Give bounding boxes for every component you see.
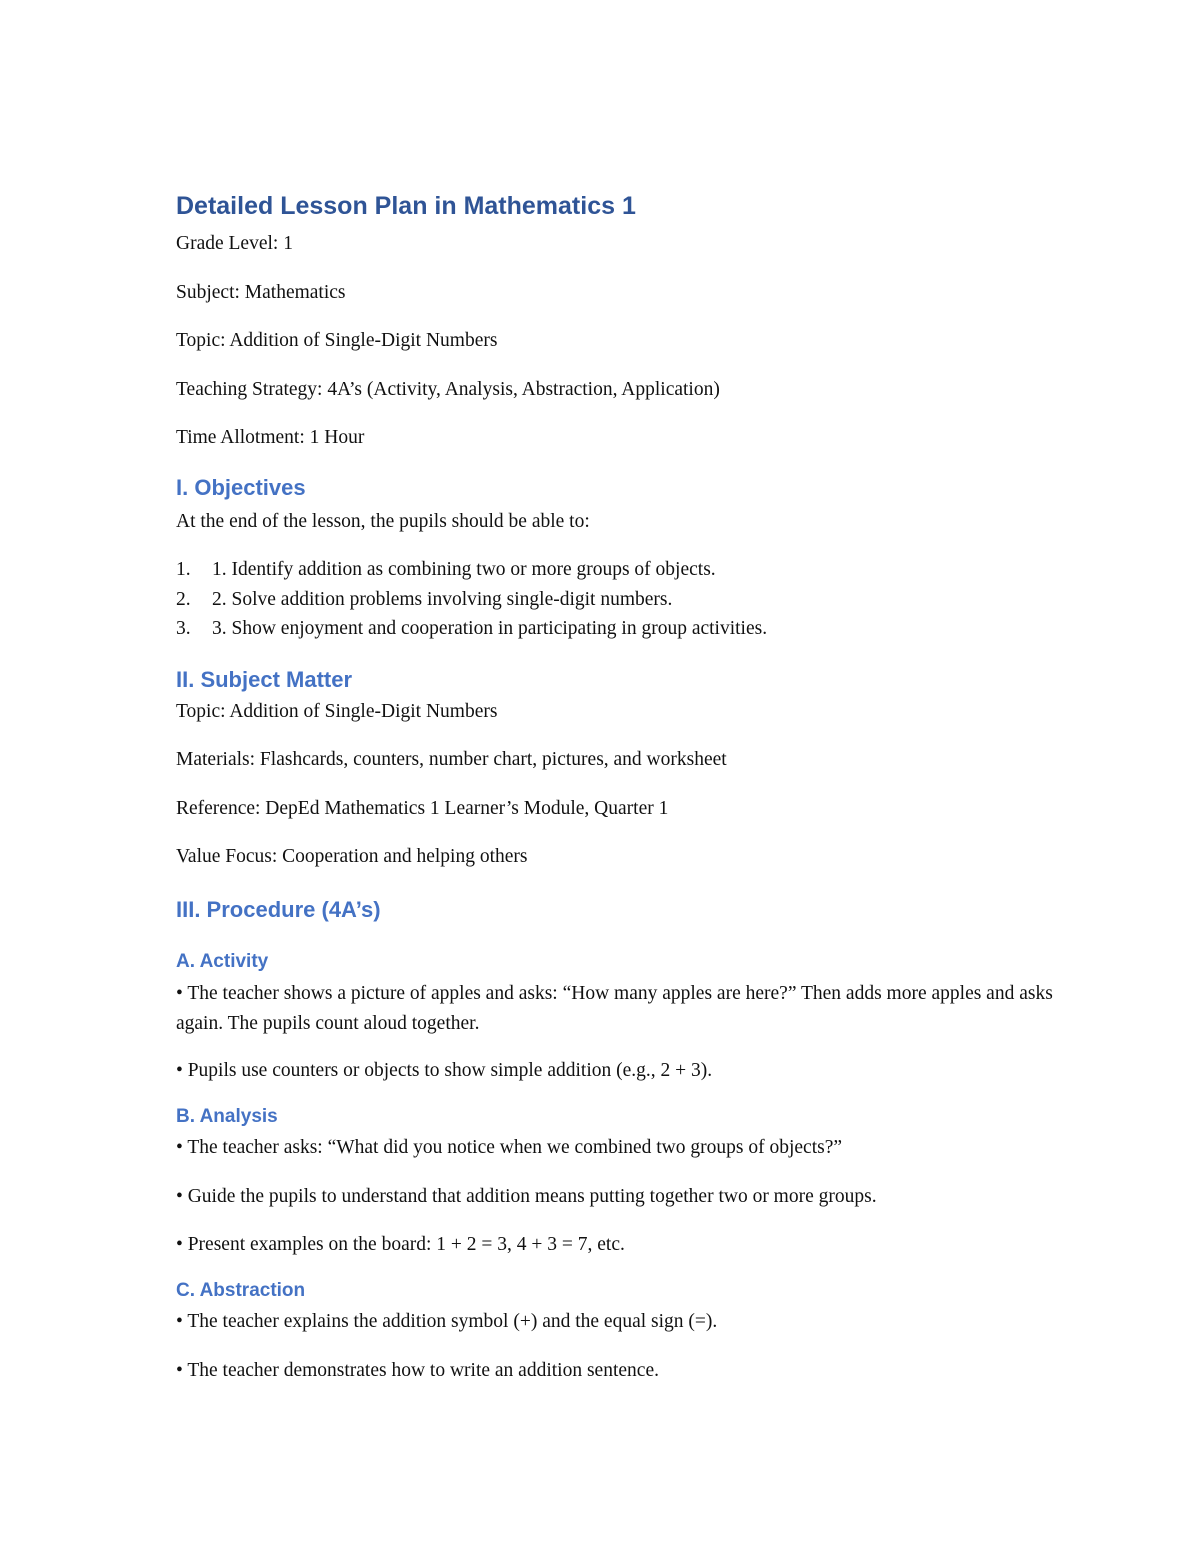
objective-number: 3. [176,618,191,639]
subject-matter-heading: II. Subject Matter [176,666,353,692]
subject-matter-reference: Reference: DepEd Mathematics 1 Learner’s Module, Quarter 1 [176,797,669,819]
objective-text: 1. Identify addition as combining two or more groups of objects. [212,559,716,580]
objective-number: 1. [176,559,191,580]
abstraction-line: • The teacher demonstrates how to write an addition sentence. [176,1359,659,1381]
objectives-list [176,555,1056,644]
abstraction-heading: C. Abstraction [176,1280,306,1301]
analysis-heading: B. Analysis [176,1106,278,1127]
subject-matter-value-focus: Value Focus: Cooperation and helping others [176,846,528,867]
objective-item [176,555,1056,585]
abstraction-line: • The teacher explains the addition symbol (+) and the equal sign (=). [176,1311,718,1332]
document-title: Detailed Lesson Plan in Mathematics 1 [176,192,636,220]
topic-line: Topic: Addition of Single-Digit Numbers [176,330,498,351]
objective-number: 2. [176,588,191,610]
objective-item [176,614,1056,644]
grade-level-line: Grade Level: 1 [176,233,293,254]
activity-line: • Pupils use counters or objects to show simple addition (e.g., 2 + 3). [176,1060,713,1081]
subject-matter-topic: Topic: Addition of Single-Digit Numbers [176,700,498,722]
document-page [176,188,1056,1385]
objective-text: 3. Show enjoyment and cooperation in participating in group activities. [212,618,768,639]
procedure-heading: III. Procedure (4A’s) [176,897,381,922]
objective-item [176,585,1056,615]
analysis-line: • Present examples on the board: 1 + 2 = 3, 4 + 3 = 7, etc. [176,1234,625,1255]
analysis-line: • Guide the pupils to understand that addition means putting together two or more groups. [176,1185,877,1207]
objectives-intro: At the end of the lesson, the pupils should be able to: [176,511,590,532]
objectives-heading: I. Objectives [176,475,306,500]
activity-heading: A. Activity [176,951,269,972]
analysis-line: • The teacher asks: “What did you notice when we combined two groups of objects?” [176,1137,843,1158]
time-allotment-line: Time Allotment: 1 Hour [176,427,365,448]
objective-text: 2. Solve addition problems involving single-digit numbers. [212,588,673,610]
teaching-strategy-line: Teaching Strategy: 4A’s (Activity, Analysis, Abstraction, Application) [176,378,720,400]
subject-line: Subject: Mathematics [176,281,346,303]
activity-line: • The teacher shows a picture of apples and asks: “How many apples are here?” Then adds more apples and asks again. The pupils count aloud together. [176,983,1053,1034]
subject-matter-materials: Materials: Flashcards, counters, number chart, pictures, and worksheet [176,749,727,770]
